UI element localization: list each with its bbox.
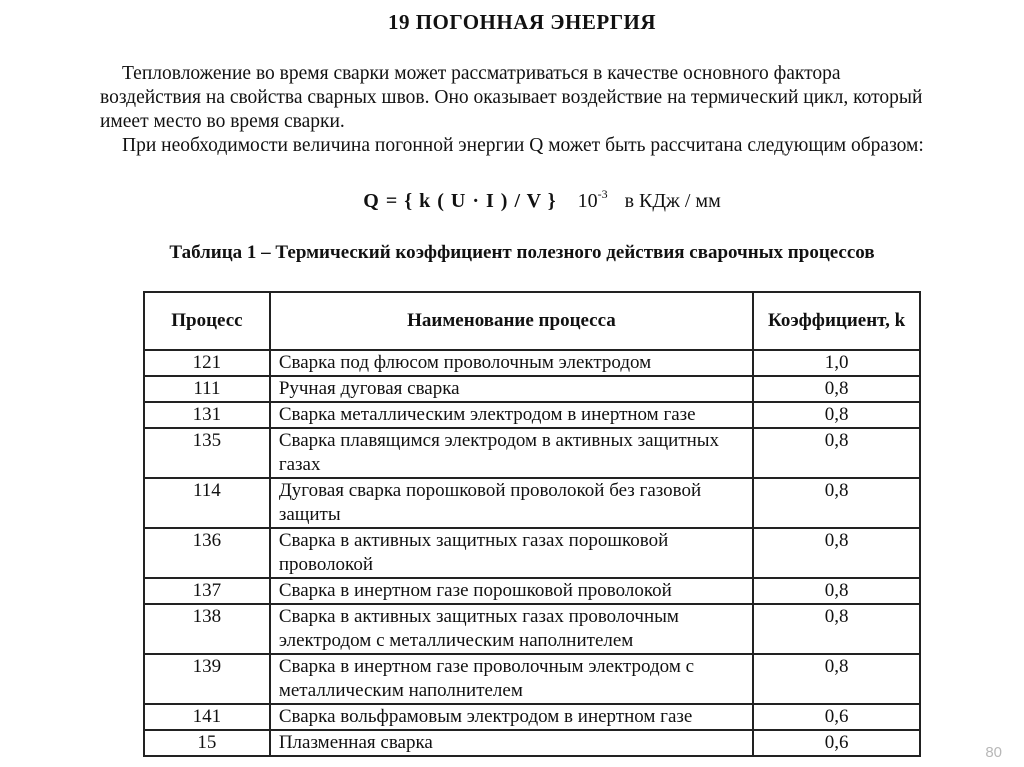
table-row bbox=[144, 578, 920, 604]
process-coefficient: 0,8 bbox=[753, 376, 920, 402]
formula-multiplier-exponent: -3 bbox=[597, 187, 608, 201]
process-coefficient: 0,8 bbox=[753, 402, 920, 428]
table-caption: Таблица 1 – Термический коэффициент полезного действия сварочных процессов bbox=[169, 242, 875, 263]
process-coefficient: 0,8 bbox=[753, 528, 920, 578]
header-process: Процесс bbox=[144, 292, 270, 350]
header-process-name: Наименование процесса bbox=[270, 292, 753, 350]
process-coefficient: 1,0 bbox=[753, 350, 920, 376]
process-code: 136 bbox=[144, 528, 270, 578]
table-row bbox=[144, 376, 920, 402]
process-name: Сварка плавящимся электродом в активных защитных газах bbox=[270, 428, 753, 478]
process-name: Сварка в активных защитных газах проволочным электродом с металлическим наполнителем bbox=[270, 604, 753, 654]
formula-multiplier-base: 10 bbox=[577, 190, 598, 212]
process-code: 111 bbox=[144, 376, 270, 402]
process-name: Плазменная сварка bbox=[270, 730, 753, 756]
process-name: Сварка металлическим электродом в инертном газе bbox=[270, 402, 753, 428]
process-code: 141 bbox=[144, 704, 270, 730]
process-name: Сварка в инертном газе проволочным электродом с металлическим наполнителем bbox=[270, 654, 753, 704]
table-row bbox=[144, 654, 920, 704]
process-code: 114 bbox=[144, 478, 270, 528]
process-code: 138 bbox=[144, 604, 270, 654]
process-coefficient: 0,6 bbox=[753, 730, 920, 756]
formula-multiplier bbox=[577, 187, 608, 212]
process-name: Сварка вольфрамовым электродом в инертном газе bbox=[270, 704, 753, 730]
process-coefficient: 0,8 bbox=[753, 428, 920, 478]
process-coefficient: 0,8 bbox=[753, 478, 920, 528]
process-code: 15 bbox=[144, 730, 270, 756]
process-coefficient: 0,8 bbox=[753, 604, 920, 654]
formula-unit: в КДж / мм bbox=[624, 190, 721, 212]
process-code: 139 bbox=[144, 654, 270, 704]
process-code: 135 bbox=[144, 428, 270, 478]
process-code: 137 bbox=[144, 578, 270, 604]
table-row bbox=[144, 428, 920, 478]
process-coefficient: 0,8 bbox=[753, 578, 920, 604]
table-row bbox=[144, 402, 920, 428]
process-table bbox=[143, 291, 921, 757]
table-row bbox=[144, 478, 920, 528]
process-code: 131 bbox=[144, 402, 270, 428]
table-row bbox=[144, 730, 920, 756]
table-row bbox=[144, 604, 920, 654]
table-row bbox=[144, 704, 920, 730]
header-coefficient: Коэффициент, k bbox=[753, 292, 920, 350]
process-name: Сварка под флюсом проволочным электродом bbox=[270, 350, 753, 376]
process-name: Сварка в инертном газе порошковой проволокой bbox=[270, 578, 753, 604]
process-name: Дуговая сварка порошковой проволокой без газовой защиты bbox=[270, 478, 753, 528]
calculation-paragraph: При необходимости величина погонной энергии Q может быть рассчитана следующим образом: bbox=[122, 135, 924, 156]
formula-expression: Q = { k ( U · I ) / V } bbox=[363, 190, 557, 212]
energy-formula bbox=[0, 187, 1024, 213]
process-coefficient: 0,8 bbox=[753, 654, 920, 704]
page-number: 80 bbox=[985, 744, 1002, 761]
process-code: 121 bbox=[144, 350, 270, 376]
table-row bbox=[144, 350, 920, 376]
intro-paragraph: Тепловложение во время сварки может рассматриваться в качестве основного фактора воздействия на свойства сварных швов. Оно оказывает воздействие на термический цикл, который имеет место во время сварки. bbox=[100, 63, 923, 132]
table-header-row bbox=[144, 292, 920, 350]
process-coefficient: 0,6 bbox=[753, 704, 920, 730]
page-title: 19 ПОГОННАЯ ЭНЕРГИЯ bbox=[387, 10, 657, 34]
process-name: Ручная дуговая сварка bbox=[270, 376, 753, 402]
table-row bbox=[144, 528, 920, 578]
process-name: Сварка в активных защитных газах порошковой проволокой bbox=[270, 528, 753, 578]
